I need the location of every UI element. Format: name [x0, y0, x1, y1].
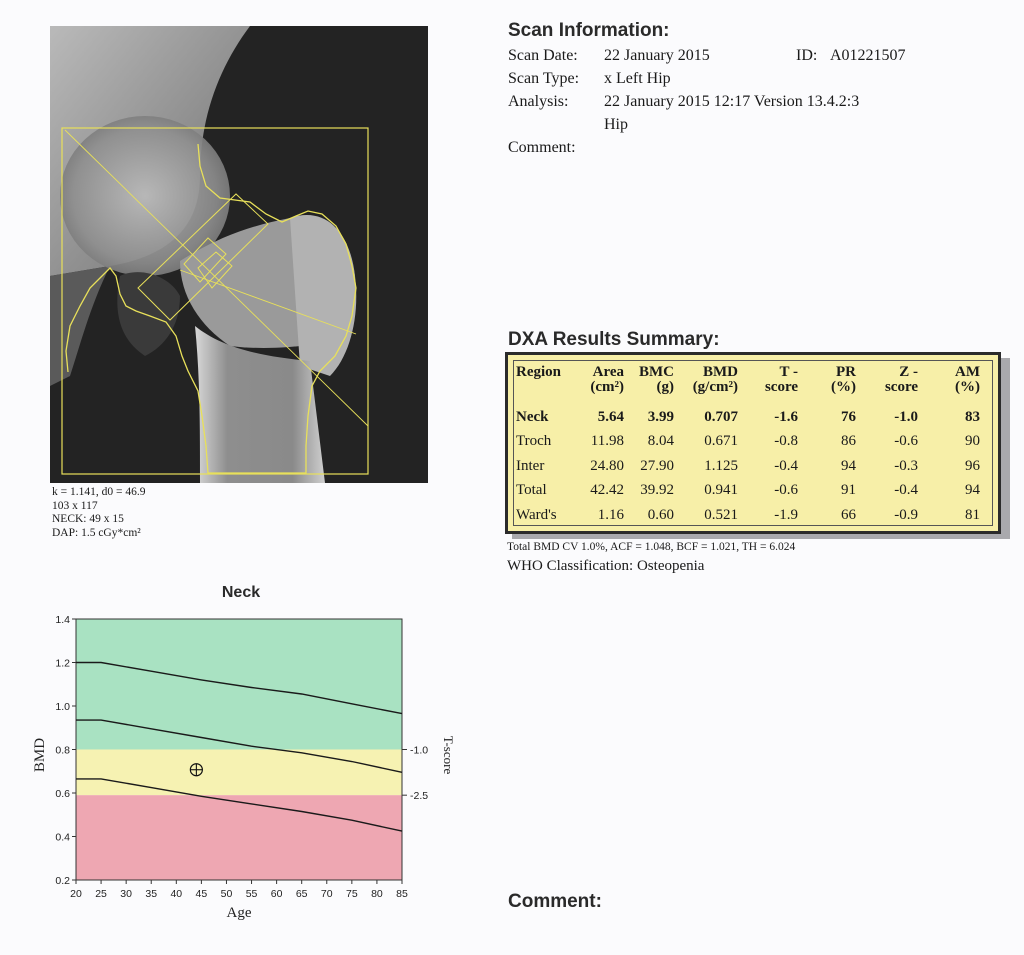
dxa-results-table: [512, 365, 980, 528]
cell-pr: 91: [841, 482, 856, 499]
analysis-type-value: Hip: [604, 116, 628, 133]
comment-label: Comment:: [508, 139, 576, 156]
x-tick-label: 45: [195, 888, 208, 900]
cell-am: 94: [965, 482, 980, 499]
cell-area: 1.16: [597, 506, 624, 523]
header-bmc-line1: BMC: [639, 364, 674, 380]
dxa-results-title: DXA Results Summary:: [508, 329, 720, 350]
header-t-score-line2: score: [764, 379, 798, 395]
x-tick-label: 20: [70, 888, 82, 900]
x-tick-label: 85: [396, 888, 408, 900]
cell-pr: 86: [841, 433, 856, 450]
x-tick-label: 75: [346, 888, 358, 900]
cell-area: 5.64: [597, 408, 624, 425]
scan-information-title: Scan Information:: [508, 20, 670, 41]
analysis-value: 22 January 2015 12:17 Version 13.4.2:3: [604, 93, 860, 110]
y-tick-label: 0.6: [55, 788, 70, 800]
cell-bmc: 27.90: [640, 457, 674, 474]
tscore-axis-label: T-score: [441, 735, 456, 775]
zone-normal: [76, 619, 402, 750]
y-tick-label: 0.4: [55, 831, 70, 844]
cell-area: 11.98: [590, 433, 624, 450]
y-tick-label: 1.2: [55, 657, 70, 670]
cell-bmc: 8.04: [647, 433, 674, 450]
bmd-footnote: Total BMD CV 1.0%, ACF = 1.048, BCF = 1.021, TH = 6.024: [507, 541, 796, 553]
y-tick-label: 1.4: [55, 614, 70, 626]
x-tick-label: 60: [270, 888, 283, 900]
comment-section-title: Comment:: [508, 891, 602, 912]
cell-pr: 76: [841, 408, 856, 425]
chart-title: Neck: [221, 584, 261, 601]
header-bmd: [674, 365, 738, 405]
cell-z-score: -0.9: [894, 506, 918, 523]
who-classification: WHO Classification: Osteopenia: [507, 558, 705, 574]
table-row: [512, 405, 980, 430]
header-area: [570, 365, 624, 405]
cell-area: 24.80: [590, 457, 624, 474]
header-bmc: [624, 365, 674, 405]
dxa-results-table-box: [505, 352, 1001, 534]
x-tick-label: 70: [320, 888, 333, 900]
cell-t-score: -0.4: [774, 457, 798, 474]
cell-t-score: -0.6: [774, 482, 798, 499]
cell-pr: 94: [841, 457, 856, 474]
header-area-line1: Area: [592, 364, 624, 380]
cell-am: 81: [965, 506, 980, 523]
y-tick-label: 1.0: [55, 701, 70, 713]
x-tick-label: 30: [120, 888, 132, 900]
cell-bmc: 0.60: [647, 506, 674, 523]
cell-bmd: 0.671: [704, 433, 738, 450]
scan-date-label: Scan Date:: [508, 47, 578, 64]
patient-id-value: A01221507: [830, 47, 906, 64]
cell-am: 96: [965, 457, 980, 474]
header-bmd-line1: BMD: [703, 364, 738, 380]
header-pr: [798, 365, 856, 405]
header-am-line1: AM: [955, 364, 980, 380]
cell-area: 42.42: [590, 482, 624, 499]
cell-z-score: -0.4: [894, 482, 918, 499]
neck-bmd-chart: [0, 0, 460, 955]
header-pr-line2: (%): [831, 379, 856, 395]
scan-param-dap: DAP: 1.5 cGy*cm²: [52, 526, 141, 539]
x-tick-label: 65: [295, 888, 308, 900]
cell-region: Ward's: [516, 506, 557, 523]
x-tick-label: 80: [371, 888, 383, 900]
x-axis-label: Age: [226, 905, 252, 921]
header-bmd-line2: (g/cm²): [692, 379, 738, 395]
cell-t-score: -0.8: [774, 433, 798, 450]
table-row: [512, 430, 980, 455]
dxa-header-row: [512, 365, 980, 405]
header-z-score: [856, 365, 918, 405]
cell-am: 90: [965, 433, 980, 450]
zone-osteopenia: [76, 750, 402, 796]
header-pr-line1: PR: [836, 364, 856, 380]
scan-date-value: 22 January 2015: [604, 47, 710, 64]
cell-bmc: 3.99: [647, 408, 674, 425]
cell-t-score: -1.6: [774, 408, 798, 425]
header-area-line2: (cm²): [590, 379, 624, 395]
cell-z-score: -0.3: [894, 457, 918, 474]
table-row: [512, 503, 980, 528]
header-t-score: [738, 365, 798, 405]
y-tick-label: 0.8: [55, 744, 70, 757]
cell-z-score: -1.0: [894, 408, 918, 425]
table-row: [512, 454, 980, 479]
y-axis-label: BMD: [32, 737, 48, 773]
header-z-score-line2: score: [884, 379, 918, 395]
scan-param-size: 103 x 117: [52, 499, 98, 512]
x-tick-label: 40: [170, 888, 183, 900]
cell-region: Neck: [516, 408, 549, 425]
header-am-line2: (%): [955, 379, 980, 395]
zone-osteoporosis: [76, 795, 402, 880]
header-region: [512, 365, 570, 405]
cell-pr: 66: [841, 506, 856, 523]
cell-bmd: 0.941: [704, 482, 738, 499]
patient-id-label: ID:: [796, 47, 818, 64]
analysis-label: Analysis:: [508, 93, 569, 110]
cell-am: 83: [965, 408, 980, 425]
cell-bmd: 0.707: [704, 408, 738, 425]
x-tick-label: 35: [145, 888, 158, 900]
y-tick-label: 0.2: [55, 875, 70, 887]
header-region-line1: Region: [516, 364, 561, 380]
header-t-score-line1: T -: [779, 364, 798, 380]
tscore-tick-label: -1.0: [410, 744, 429, 757]
cell-bmd: 1.125: [704, 457, 738, 474]
cell-region: Inter: [516, 457, 545, 474]
cell-bmd: 0.521: [704, 506, 738, 523]
header-bmc-line2: (g): [656, 379, 674, 395]
scan-param-k-d0: k = 1.141, d0 = 46.9: [52, 486, 146, 498]
x-tick-label: 25: [95, 888, 107, 900]
cell-region: Troch: [516, 433, 552, 450]
cell-z-score: -0.6: [894, 433, 918, 450]
cell-region: Total: [516, 482, 547, 499]
x-tick-label: 55: [245, 888, 258, 900]
table-row: [512, 479, 980, 504]
header-am: [918, 365, 980, 405]
cell-bmc: 39.92: [640, 482, 674, 499]
header-z-score-line1: Z -: [899, 364, 918, 380]
scan-type-value: x Left Hip: [604, 70, 671, 87]
x-tick-label: 50: [220, 888, 233, 900]
tscore-tick-label: -2.5: [410, 790, 429, 803]
scan-type-label: Scan Type:: [508, 70, 580, 87]
scan-param-neck: NECK: 49 x 15: [52, 513, 124, 525]
cell-t-score: -1.9: [774, 506, 798, 523]
